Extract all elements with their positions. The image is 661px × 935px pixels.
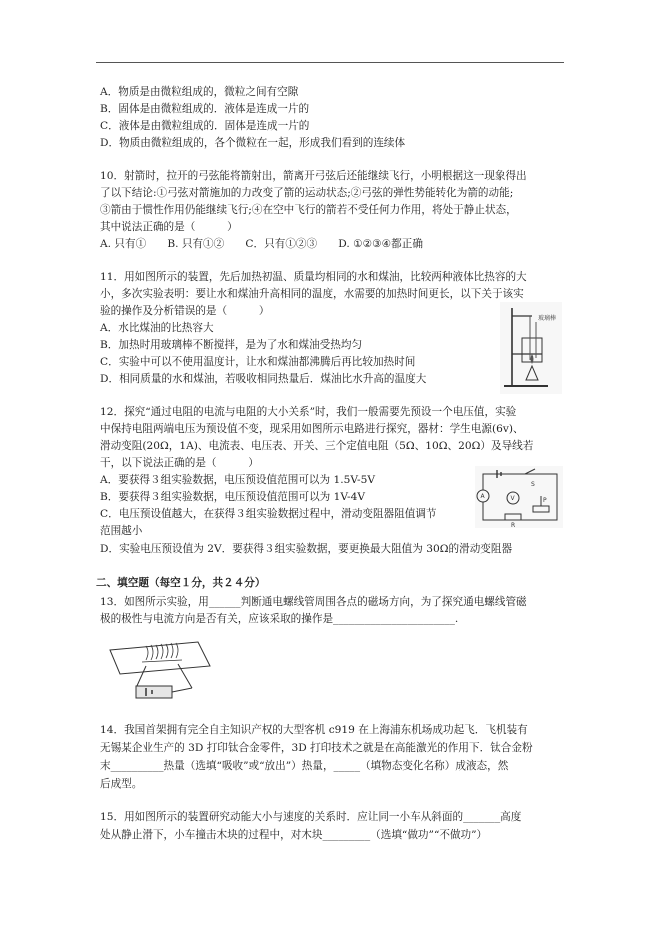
heating-apparatus-figure [500,302,562,394]
solenoid-figure [106,636,218,704]
q9-option-d: D．物质由微粒组成的，各个微粒在一起，形成我们看到的连续体 [100,137,406,149]
q12-text-line: 滑动变阻(20Ω，1A)、电流表、电压表、开关、三个定值电阻（5Ω、10Ω、20Ω）及导线若 [100,440,534,452]
q11-option-c: C．实验中可以不使用温度计，让水和煤油都沸腾后再比较加热时间 [100,356,416,368]
q10-text-line: ③箭由于惯性作用仍能继续飞行;④在空中飞行的箭若不受任何力作用，将处于静止状态， [100,204,517,216]
q10-text-line: 10．射箭时，拉开的弓弦能将箭射出，箭离开弓弦后还能继续飞行，小明根据这一现象得出 [100,170,527,182]
resistor-label: R [511,522,516,528]
q12-text-line: 干，以下说法正确的是（ ） [100,457,259,469]
q9-option-c: C．液体是由微粒组成的．固体是连成一片的 [100,120,310,132]
q9-option-a: A．物质是由微粒组成的，微粒之间有空隙 [100,86,299,98]
q9-option-b: B．固体是由微粒组成的．液体是连成一片的 [100,103,310,115]
q11-text-line: 小，多次实验表明：要让水和煤油升高相同的温度，水需要的加热时间更长，以下关于该实 [100,288,524,300]
voltmeter-label: V [510,495,515,502]
q11-option-d: D．相同质量的水和煤油，若吸收相同热量后．煤油比水升高的温度大 [100,373,427,385]
q12-option-a: A．要获得３组实验数据，电压预设值范围可以为 1.5V-5V [100,474,375,486]
q14-text-line: 无锡某企业生产的 3D 打印钛合金零件，3D 打印技术之就是在高能激光的作用下．钛合金粉 [100,742,533,754]
q15-text-line: 15．用如图所示的装置研究动能大小与速度的关系时．应让同一小车从斜面的_______高度 [100,811,522,823]
q11-option-b: B．加热时用玻璃棒不断搅拌，是为了水和煤油受热均匀 [100,339,363,351]
q12-option-b: B．要获得３组实验数据，电压预设值范围可以为 1V-4V [100,491,366,503]
q14-text-line: 末__________热量（选填“吸收”或“放出”）热量，_____（填物态变化名称）成液态，然 [100,760,509,772]
q12-option-d: D．实验电压预设值为 2V．要获得３组实验数据，要更换最大阻值为 30Ω的滑动变阻器 [100,543,513,555]
switch-label: S [531,481,535,488]
q11-option-a: A．水比煤油的比热容大 [100,322,214,334]
circuit-diagram-figure [475,466,563,528]
q11-text-line: 11．用如图所示的装置，先后加热初温、质量均相同的水和煤油，比较两种液体比热容的大 [100,271,527,283]
q10-text-line: 其中说法正确的是（ ） [100,221,238,233]
q10-text-line: 了以下结论:①弓弦对箭施加的力改变了箭的运动状态;②弓弦的弹性势能转化为箭的动能; [100,187,514,199]
glass-rod-label: 玻璃棒 [538,315,557,322]
q15-text-line: 处从静止滑下，小车撞击木块的过程中，对木块_________（选填“做功”“不做功”） [100,829,488,841]
rheostat-label: P [543,497,547,504]
ammeter-label: A [480,493,485,500]
q12-option-c-cont: 范围越小 [100,525,143,537]
q10-options: A. 只有① B. 只有①② C．只有①②③ D. ①②③④都正确 [100,238,423,250]
q11-text-line: 验的操作及分析错误的是（ ） [100,305,270,317]
q12-text-line: 中保持电阻两端电压为预设值不变，现采用如图所示电路进行探究，器材：学生电源(6v)、 [100,423,524,435]
q12-text-line: 12．探究“通过电阻的电流与电阻的大小关系”时，我们一般需要先预设一个电压值，实验 [100,406,517,418]
q14-text-line: 14．我国首架拥有完全自主知识产权的大型客机 c919 在上海浦东机场成功起飞．飞机装有 [100,724,528,736]
q13-text-line: 13．如图所示实验，用______判断通电螺线管周围各点的磁场方向，为了探究通电螺线管磁 [100,596,527,608]
q14-text-line: 后成型。 [100,778,143,790]
q12-option-c: C．电压预设值越大，在获得３组实验数据过程中，滑动变阻器阻值调节 [100,508,437,520]
section-title: 二、填空题（每空１分，共２４分） [96,577,266,589]
header-rule [96,62,564,63]
q13-text-line: 极的极性与电流方向是否有关，应该采取的操作是_______________________. [100,613,459,625]
